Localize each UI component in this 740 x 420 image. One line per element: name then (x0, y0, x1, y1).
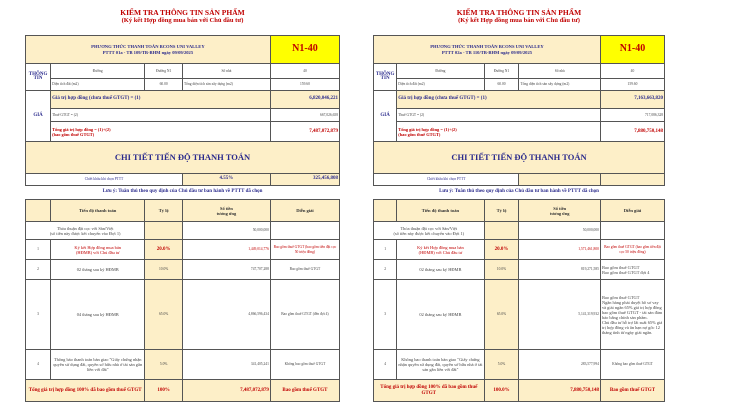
payment-stage: 02 tháng sau ký HĐMB (397, 260, 484, 280)
product-sheet (373, 35, 665, 402)
unit-code: N1-40 (600, 36, 664, 64)
total-label: Tổng giá trị hợp đồng = (1)+(2) (bao gồm thuế GTGT) (51, 122, 271, 142)
payment-plan: PTTT 01a - TB 109/TB-BHM ngày 09/09/2025 (102, 49, 194, 55)
payment-method-header (374, 36, 601, 64)
payment-note: Bao gồm thuế GTGT (bao gồm tiền đặt cọc 50 triệu đồng) (270, 240, 339, 260)
payment-row (26, 350, 340, 380)
side-label-price: GIÁ (374, 91, 397, 142)
installment-number: 2 (26, 260, 51, 280)
payment-stage: Ký kết Hợp đồng mua bán (HĐMB) với Chủ đầu tư (51, 240, 145, 260)
note: Lưu ý: Tuân thủ theo quy định của Chủ đầu tư ban hành về PTTT đã chọn (439, 189, 599, 195)
payment-method: PHƯƠNG THỨC THANH TOÁN BCONS UNI VALLEY (430, 43, 544, 49)
info-value: 60.00 (145, 79, 183, 91)
info-value: Đường N1 (484, 64, 519, 79)
payment-note: Bao gồm thuế GTGT (bao gồm tiền đặt cọc 50 triệu đồng) (600, 240, 664, 260)
section-title: CHI TIẾT TIẾN ĐỘ THANH TOÁN (26, 142, 340, 174)
doc-title: KIỂM TRA THÔNG TIN SẢN PHẨM (120, 8, 245, 17)
payment-row (374, 280, 665, 350)
vat-value: 717,086,328 (600, 109, 664, 122)
payment-amount: 341,405,241 (182, 350, 270, 380)
info-value: 159.60 (600, 79, 664, 91)
info-label: Số nhà (182, 64, 270, 79)
payment-row (374, 240, 665, 260)
column-header: Tỷ lệ (145, 200, 183, 222)
deposit-amount: 50,000,000 (519, 222, 600, 240)
column-header: Số tiền tương ứng (182, 200, 270, 222)
payment-ratio: 5.0% (145, 350, 183, 380)
payment-ratio: 10.0% (484, 260, 519, 280)
payment-stage: Ký kết Hợp đồng mua bán (HĐMB) với Chủ đầu tư (397, 240, 484, 260)
installment-number: 1 (26, 240, 51, 260)
payment-row (26, 260, 340, 280)
payment-amount: 1,571,461,800 (519, 240, 600, 260)
deposit-note (600, 222, 664, 240)
payment-stage: Không bao thanh toán bàn giao "Giấy chứng nhận quyền sử dụng đất, quyền sở hữu nhà ở tài sản gắn liền với đất" (397, 350, 484, 380)
payment-note: Không bao gồm thuế GTGT (270, 350, 339, 380)
price-label: Giá trị hợp đồng (chưa thuế GTGT) = (1) (51, 91, 271, 109)
doc-title: KIỂM TRA THÔNG TIN SẢN PHẨM (456, 8, 582, 17)
payment-note: Bao gồm thuế GTGT (đến đợt 4) (270, 280, 339, 350)
column-header: Số tiền tương ứng (519, 200, 600, 222)
sum-percent: 100% (145, 380, 183, 402)
payment-amount: 1,449,014,776 (182, 240, 270, 260)
total-value: 7,880,750,148 (600, 122, 664, 142)
total-label: Tổng giá trị hợp đồng = (1)+(2) (bao gồm thuế GTGT) (397, 122, 601, 142)
payment-stage: Thông báo thanh toán bàn giao "Giấy chứng nhận quyền sử dụng đất, quyền sở hữu nhà ở tài sản gắn liền với đất" (51, 350, 145, 380)
price-label: Giá trị hợp đồng (chưa thuế GTGT) = (1) (397, 91, 601, 109)
info-label: Tổng diện tích sàn xây dựng (m2) (182, 79, 270, 91)
column-header: Tỷ lệ (484, 200, 519, 222)
payment-amount: 819,271,585 (519, 260, 600, 280)
info-label: Đường (51, 64, 145, 79)
installment-number: 1 (374, 240, 397, 260)
discount-amount: 325,456,808 (270, 174, 339, 186)
sum-note: Bao gồm thuế GTGT (600, 380, 664, 402)
info-label: Diện tích đất (m2) (51, 79, 145, 91)
payment-note: Không bao gồm thuế GTGT (600, 350, 664, 380)
discount-percent (519, 174, 600, 186)
payment-stage: 04 tháng sau ký HĐMB (51, 280, 145, 350)
payment-note: Bao gồm thuế GTGT Bao gồm thuế GTGT đợt 4 (600, 260, 664, 280)
header-blank (26, 200, 51, 222)
payment-note: Bao gồm thuế GTGT (270, 260, 339, 280)
vat-label: Thuế GTGT = (2) (51, 109, 271, 122)
unit-code: N1-40 (270, 36, 339, 64)
payment-row (374, 350, 665, 380)
deposit-note (270, 222, 339, 240)
payment-ratio: 65.0% (484, 280, 519, 350)
doc-subtitle: (Ký kết Hợp đồng mua bán với Chủ đầu tư) (458, 17, 580, 24)
payment-note: Bao gồm thuế GTGT Ngân hàng phải duyệt hồ sơ vay và giải ngân 65% giá trị hợp đồng bao gồm thuế GTGT - tài sản đảm bảo bằng chính sản phẩm. Chủ đầu tư hỗ trợ lãi suất 65% giá trị hợp đồng và ân hạn nợ gốc 12 tháng tính từ ngày giải ngân. (600, 280, 664, 350)
info-label: Tổng diện tích sàn xây dựng (m2) (519, 79, 600, 91)
sum-amount: 7,880,750,148 (519, 380, 600, 402)
payment-stage: 02 tháng sau ký HĐMB (51, 260, 145, 280)
payment-row (26, 280, 340, 350)
installment-number: 3 (374, 280, 397, 350)
header-blank (374, 200, 397, 222)
payment-ratio: 20.0% (145, 240, 183, 260)
payment-amount: 4,866,596,434 (182, 280, 270, 350)
installment-number: 2 (374, 260, 397, 280)
note: Lưu ý: Tuân thủ theo quy định của Chủ đầu tư ban hành về PTTT đã chọn (102, 189, 263, 195)
deposit-amount: 50,000,000 (182, 222, 270, 240)
side-label-info: THÔNG TIN (26, 64, 51, 91)
doc-subtitle: (Ký kết Hợp đồng mua bán với Chủ đầu tư) (121, 17, 244, 24)
sum-percent: 100.0% (484, 380, 519, 402)
info-label: Diện tích đất (m2) (397, 79, 484, 91)
payment-row (374, 260, 665, 280)
total-value: 7,487,072,879 (270, 122, 339, 142)
payment-ratio: 5.0% (484, 350, 519, 380)
sum-label: Tổng giá trị hợp đồng 100% đã bao gồm thuế GTGT (374, 380, 485, 402)
payment-ratio: 10.0% (145, 260, 183, 280)
column-header: Diễn giải (270, 200, 339, 222)
payment-ratio: 20.0% (484, 240, 519, 260)
payment-method: PHƯƠNG THỨC THANH TOÁN BCONS UNI VALLEY (91, 43, 205, 49)
info-value: 159.60 (270, 79, 339, 91)
vat-value: 667,026,658 (270, 109, 339, 122)
deposit-label: Thỏa thuận đặt cọc với Sàn/Việt (số tiền này được kết chuyển vào Đợt 1) (26, 222, 145, 240)
installment-number: 3 (26, 280, 51, 350)
sum-label: Tổng giá trị hợp đồng 100% đã bao gồm thuế GTGT (26, 380, 145, 402)
payment-row (26, 240, 340, 260)
column-header: Diễn giải (600, 200, 664, 222)
discount-label: Chiết khấu khi chọn PTTT (374, 174, 519, 186)
info-value: 40 (270, 64, 339, 79)
info-label: Số nhà (519, 64, 600, 79)
payment-stage: 02 tháng sau ký HĐMB (397, 280, 484, 350)
price-value: 7,163,663,820 (600, 91, 664, 109)
product-sheet (25, 35, 340, 402)
deposit-ratio (484, 222, 519, 240)
sum-amount: 7,487,072,879 (182, 380, 270, 402)
payment-amount: 5,141,319,932 (519, 280, 600, 350)
column-header: Tiến độ thanh toán (397, 200, 484, 222)
deposit-label: Thỏa thuận đặt cọc với Sàn/Việt (số tiền này được kết chuyển vào Đợt 1) (374, 222, 485, 240)
info-value: 60.00 (484, 79, 519, 91)
price-value: 6,820,046,221 (270, 91, 339, 109)
installment-number: 4 (26, 350, 51, 380)
payment-amount: 747,707,288 (182, 260, 270, 280)
payment-plan: PTTT 02a - TB 110/TB-BHM ngày 09/09/2025 (441, 49, 533, 55)
document-left (25, 0, 340, 402)
info-value: Đường N1 (145, 64, 183, 79)
payment-ratio: 65.0% (145, 280, 183, 350)
payment-method-header (26, 36, 271, 64)
installment-number: 4 (374, 350, 397, 380)
side-label-info: THÔNG TIN (374, 64, 397, 91)
section-title: CHI TIẾT TIẾN ĐỘ THANH TOÁN (374, 142, 665, 174)
vat-label: Thuế GTGT = (2) (397, 109, 601, 122)
discount-label: Chiết khấu khi chọn PTTT (26, 174, 183, 186)
column-header: Tiến độ thanh toán (51, 200, 145, 222)
info-value: 40 (600, 64, 664, 79)
payment-amount: 283,577,994 (519, 350, 600, 380)
deposit-ratio (145, 222, 183, 240)
discount-amount (600, 174, 664, 186)
document-right (373, 0, 665, 402)
side-label-price: GIÁ (26, 91, 51, 142)
discount-percent: 4.55% (182, 174, 270, 186)
sum-note: Bao gồm thuế GTGT (270, 380, 339, 402)
info-label: Đường (397, 64, 484, 79)
